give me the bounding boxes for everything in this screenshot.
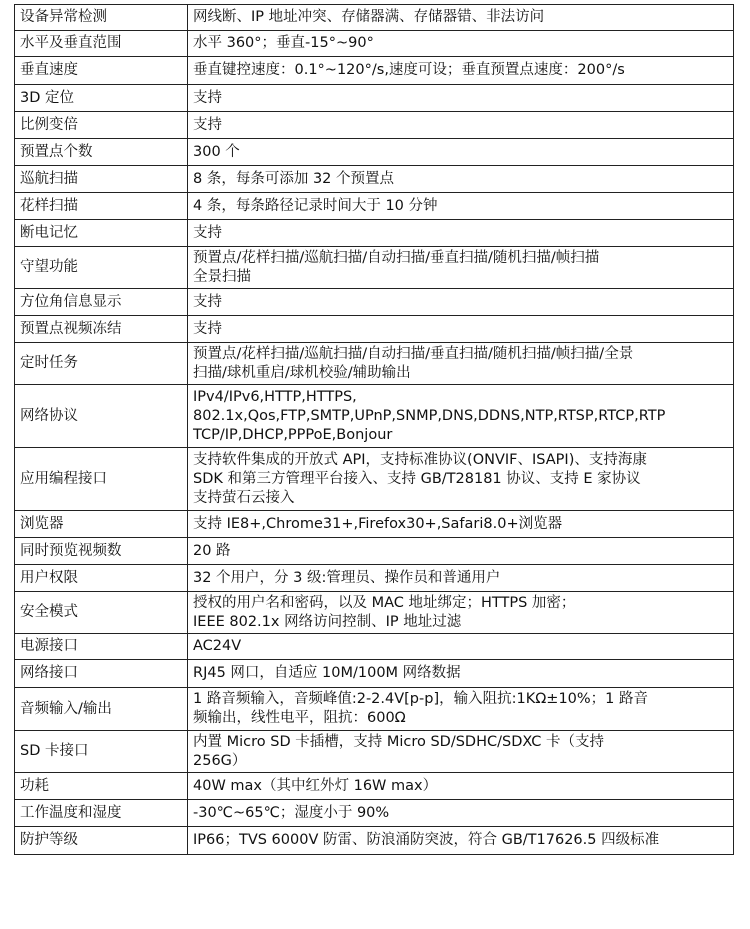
spec-value (188, 343, 734, 385)
spec-value-line: 802.1x,Qos,FTP,SMTP,UPnP,SNMP,DNS,DDNS,NTP,RTSP,RTCP,RTP (193, 407, 666, 424)
spec-label: 预置点视频冻结 (15, 316, 188, 343)
spec-label: 守望功能 (15, 247, 188, 289)
spec-value (188, 592, 734, 634)
spec-label: 3D 定位 (15, 85, 188, 112)
spec-label: SD 卡接口 (15, 731, 188, 773)
spec-label: 用户权限 (15, 565, 188, 592)
spec-value-line: 40W max（其中红外灯 16W max） (193, 777, 438, 794)
spec-value (188, 193, 734, 220)
spec-value (188, 800, 734, 827)
spec-value-line: AC24V (193, 638, 242, 654)
spec-value-line: 支持 (193, 89, 222, 106)
spec-value (188, 511, 734, 538)
spec-value-line: 内置 Micro SD 卡插槽，支持 Micro SD/SDHC/SDXC 卡（支持 (193, 733, 604, 750)
spec-label: 设备异常检测 (15, 5, 188, 31)
spec-value-line: RJ45 网口，自适应 10M/100M 网络数据 (193, 665, 461, 681)
spec-value (188, 166, 734, 193)
spec-value-line: 300 个 (193, 143, 240, 160)
spec-row (15, 112, 734, 139)
spec-value-line: IP66；TVS 6000V 防雷、防浪涌防突波，符合 GB/T17626.5 四级标准 (193, 832, 660, 848)
spec-label: 垂直速度 (15, 57, 188, 85)
spec-row (15, 247, 734, 289)
spec-row (15, 85, 734, 112)
spec-label: 断电记忆 (15, 220, 188, 247)
spec-table (14, 4, 734, 855)
spec-value-line: 支持 (193, 320, 222, 337)
spec-label: 工作温度和湿度 (15, 800, 188, 827)
spec-label: 网络协议 (15, 385, 188, 448)
spec-label: 花样扫描 (15, 193, 188, 220)
spec-label: 应用编程接口 (15, 448, 188, 511)
spec-value (188, 565, 734, 592)
spec-row (15, 660, 734, 688)
spec-value (188, 385, 734, 448)
spec-value-line: TCP/IP,DHCP,PPPoE,Bonjour (193, 426, 393, 443)
spec-row (15, 31, 734, 57)
spec-value-line: 支持 IE8+,Chrome31+,Firefox30+,Safari8.0+浏览器 (193, 515, 563, 532)
spec-row (15, 139, 734, 166)
spec-value-line: 支持 (193, 116, 222, 133)
spec-value-line: 全景扫描 (193, 268, 251, 285)
spec-row (15, 538, 734, 565)
spec-value (188, 688, 734, 731)
spec-value (188, 31, 734, 57)
spec-label: 定时任务 (15, 343, 188, 385)
spec-value (188, 448, 734, 511)
spec-label: 比例变倍 (15, 112, 188, 139)
spec-row (15, 343, 734, 385)
spec-value (188, 731, 734, 773)
spec-row (15, 289, 734, 316)
spec-row (15, 592, 734, 634)
spec-label: 预置点个数 (15, 139, 188, 166)
spec-value-line: 支持 (193, 293, 222, 310)
spec-row (15, 220, 734, 247)
spec-row (15, 5, 734, 31)
spec-value-line: 256G） (193, 752, 247, 769)
spec-value-line: 扫描/球机重启/球机校验/辅助输出 (193, 364, 411, 381)
spec-value (188, 316, 734, 343)
spec-value-line: 频输出，线性电平，阻抗：600Ω (193, 710, 406, 726)
spec-label: 巡航扫描 (15, 166, 188, 193)
spec-value-line: 授权的用户名和密码，以及 MAC 地址绑定；HTTPS 加密； (193, 594, 576, 611)
spec-label: 电源接口 (15, 634, 188, 660)
spec-value-line: 支持软件集成的开放式 API，支持标准协议(ONVIF、ISAPI)、支持海康 (193, 451, 647, 468)
spec-label: 网络接口 (15, 660, 188, 688)
spec-row (15, 193, 734, 220)
spec-value-line: 水平 360°；垂直-15°~90° (193, 35, 374, 51)
spec-value-line: 预置点/花样扫描/巡航扫描/自动扫描/垂直扫描/随机扫描/帧扫描/全景 (193, 345, 634, 362)
spec-value-line: 垂直键控速度：0.1°~120°/s,速度可设；垂直预置点速度：200°/s (193, 62, 625, 78)
spec-value-line: 1 路音频输入，音频峰值:2-2.4V[p-p]，输入阻抗:1KΩ±10%；1 路音 (193, 691, 649, 707)
spec-value (188, 220, 734, 247)
spec-row (15, 166, 734, 193)
spec-value (188, 827, 734, 855)
spec-label: 功耗 (15, 773, 188, 800)
spec-value-line: 8 条，每条可添加 32 个预置点 (193, 170, 395, 187)
spec-value (188, 660, 734, 688)
spec-value-line: 20 路 (193, 542, 231, 559)
spec-row (15, 688, 734, 731)
spec-value-line: IEEE 802.1x 网络访问控制、IP 地址过滤 (193, 613, 462, 630)
spec-value (188, 85, 734, 112)
spec-row (15, 827, 734, 855)
spec-value-line: 4 条，每条路径记录时间大于 10 分钟 (193, 197, 438, 214)
spec-row (15, 57, 734, 85)
spec-value-line: 预置点/花样扫描/巡航扫描/自动扫描/垂直扫描/随机扫描/帧扫描 (193, 249, 600, 266)
spec-value-line: IPv4/IPv6,HTTP,HTTPS, (193, 388, 357, 405)
spec-value-line: 支持萤石云接入 (193, 489, 295, 506)
spec-label: 安全模式 (15, 592, 188, 634)
spec-value (188, 57, 734, 85)
spec-value-line: 支持 (193, 224, 222, 241)
spec-value-line: -30℃~65℃；湿度小于 90% (193, 804, 390, 821)
spec-label: 防护等级 (15, 827, 188, 855)
spec-label: 音频输入/输出 (15, 688, 188, 731)
spec-value (188, 773, 734, 800)
spec-label: 同时预览视频数 (15, 538, 188, 565)
spec-value (188, 112, 734, 139)
spec-value (188, 538, 734, 565)
spec-row (15, 565, 734, 592)
spec-label: 浏览器 (15, 511, 188, 538)
spec-label: 水平及垂直范围 (15, 31, 188, 57)
spec-row (15, 800, 734, 827)
spec-value (188, 139, 734, 166)
spec-value (188, 247, 734, 289)
spec-value-line: 32 个用户，分 3 级:管理员、操作员和普通用户 (193, 569, 501, 586)
spec-row (15, 773, 734, 800)
spec-value-line: 网线断、IP 地址冲突、存储器满、存储器错、非法访问 (193, 9, 545, 25)
spec-row (15, 448, 734, 511)
spec-value (188, 289, 734, 316)
spec-row (15, 731, 734, 773)
spec-row (15, 316, 734, 343)
spec-value-line: SDK 和第三方管理平台接入、支持 GB/T28181 协议、支持 E 家协议 (193, 470, 641, 487)
spec-row (15, 385, 734, 448)
spec-row (15, 511, 734, 538)
spec-value (188, 634, 734, 660)
spec-label: 方位角信息显示 (15, 289, 188, 316)
spec-value (188, 5, 734, 31)
spec-row (15, 634, 734, 660)
